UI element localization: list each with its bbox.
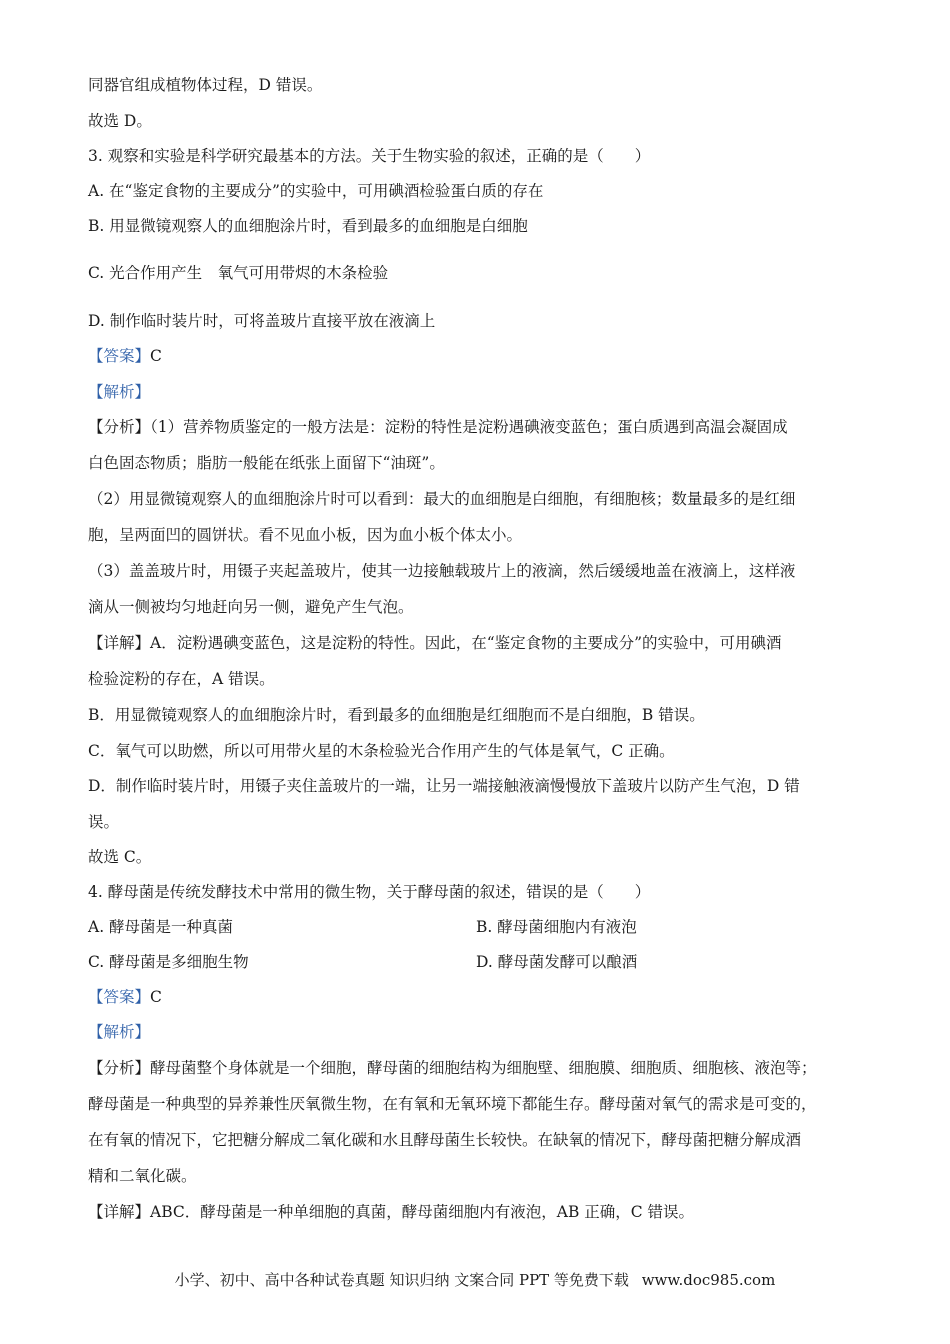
analysis-line: 精和二氧化碳。 — [88, 1167, 197, 1185]
analysis-line: 白色固态物质；脂肪一般能在纸张上面留下“油斑”。 — [88, 454, 445, 472]
detail-line: 误。 — [88, 813, 120, 831]
text-line: 故选 D。 — [88, 112, 152, 130]
analysis-line: 滴从一侧被均匀地赶向另一侧，避免产生气泡。 — [88, 598, 414, 616]
answer-tag: 【答案】 — [88, 347, 151, 365]
q3-option-a: A. 在“鉴定食物的主要成分”的实验中，可用碘酒检验蛋白质的存在 — [88, 182, 544, 200]
q4-answer — [88, 986, 162, 1008]
detail-line: 检验淀粉的存在，A 错误。 — [88, 670, 275, 688]
q3-option-b: B. 用显微镜观察人的血细胞涂片时，看到最多的血细胞是白细胞 — [88, 217, 528, 235]
detail-line: C．氧气可以助燃，所以可用带火星的木条检验光合作用产生的气体是氧气，C 正确。 — [88, 742, 675, 760]
fenxi-tag: 【分析】 — [88, 1059, 151, 1077]
analysis-line: （3）盖盖玻片时，用镊子夹起盖玻片，使其一边接触载玻片上的液滴，然后缓缓地盖在液滴上，这样液 — [88, 562, 796, 580]
answer-value: C — [150, 347, 162, 365]
detail-tag: 【详解】 — [88, 634, 151, 652]
fenxi-tag: 【分析】 — [88, 418, 151, 436]
q4-option-d: D. 酵母菌发酵可以酿酒 — [476, 953, 638, 971]
answer-value: C — [150, 988, 162, 1006]
selection-line: 故选 C。 — [88, 848, 152, 866]
q3-option-c: C. 光合作用产生 氧气可用带烬的木条检验 — [88, 264, 389, 282]
q3-option-d: D. 制作临时装片时，可将盖玻片直接平放在液滴上 — [88, 312, 436, 330]
detail-line: D．制作临时装片时，用镊子夹住盖玻片的一端，让另一端接触液滴慢慢放下盖玻片以防产生气泡，D 错 — [88, 777, 800, 795]
question-4: 4. 酵母菌是传统发酵技术中常用的微生物，关于酵母菌的叙述，错误的是（ ） — [88, 883, 651, 901]
q4-option-b: B. 酵母菌细胞内有液泡 — [476, 918, 637, 936]
detail-tag: 【详解】 — [88, 1203, 151, 1221]
analysis-line: 在有氧的情况下，它把糖分解成二氧化碳和水且酵母菌生长较快。在缺氧的情况下，酵母菌把糖分解成酒 — [88, 1131, 802, 1149]
detail-line: B．用显微镜观察人的血细胞涂片时，看到最多的血细胞是红细胞而不是白细胞，B 错误。 — [88, 706, 705, 724]
q3-answer — [88, 345, 162, 367]
q4-option-a: A. 酵母菌是一种真菌 — [88, 918, 234, 936]
analysis-line: 【分析】（1）营养物质鉴定的一般方法是：淀粉的特性是淀粉遇碘液变蓝色；蛋白质遇到高温会凝固成 — [88, 418, 788, 436]
detail-line: 【详解】A．淀粉遇碘变蓝色，这是淀粉的特性。因此，在“鉴定食物的主要成分”的实验中，可用碘酒 — [88, 634, 782, 652]
answer-tag: 【答案】 — [88, 988, 151, 1006]
text-line: 同器官组成植物体过程，D 错误。 — [88, 76, 323, 94]
analysis-tag: 【解析】 — [88, 1023, 151, 1041]
footer-text: 小学、初中、高中各种试卷真题 知识归纳 文案合同 PPT 等免费下载 — [174, 1271, 629, 1289]
analysis-line: （2）用显微镜观察人的血细胞涂片时可以看到：最大的血细胞是白细胞，有细胞核；数量最多的是红细 — [88, 490, 796, 508]
detail-line: 【详解】ABC．酵母菌是一种单细胞的真菌，酵母菌细胞内有液泡，AB 正确，C 错误。 — [88, 1203, 695, 1221]
analysis-line: 【分析】酵母菌整个身体就是一个细胞，酵母菌的细胞结构为细胞壁、细胞膜、细胞质、细胞核、液泡等； — [88, 1059, 817, 1077]
q4-option-c: C. 酵母菌是多细胞生物 — [88, 953, 249, 971]
analysis-tag: 【解析】 — [88, 383, 151, 401]
analysis-line: 胞，呈两面凹的圆饼状。看不见血小板，因为血小板个体太小。 — [88, 526, 523, 544]
footer-link[interactable]: www.doc985.com — [641, 1271, 776, 1289]
analysis-line: 酵母菌是一种典型的异养兼性厌氧微生物，在有氧和无氧环境下都能生存。酵母菌对氧气的需求是可变的， — [88, 1095, 817, 1113]
page-footer — [0, 1269, 950, 1291]
question-3: 3. 观察和实验是科学研究最基本的方法。关于生物实验的叙述，正确的是（ ） — [88, 147, 651, 165]
